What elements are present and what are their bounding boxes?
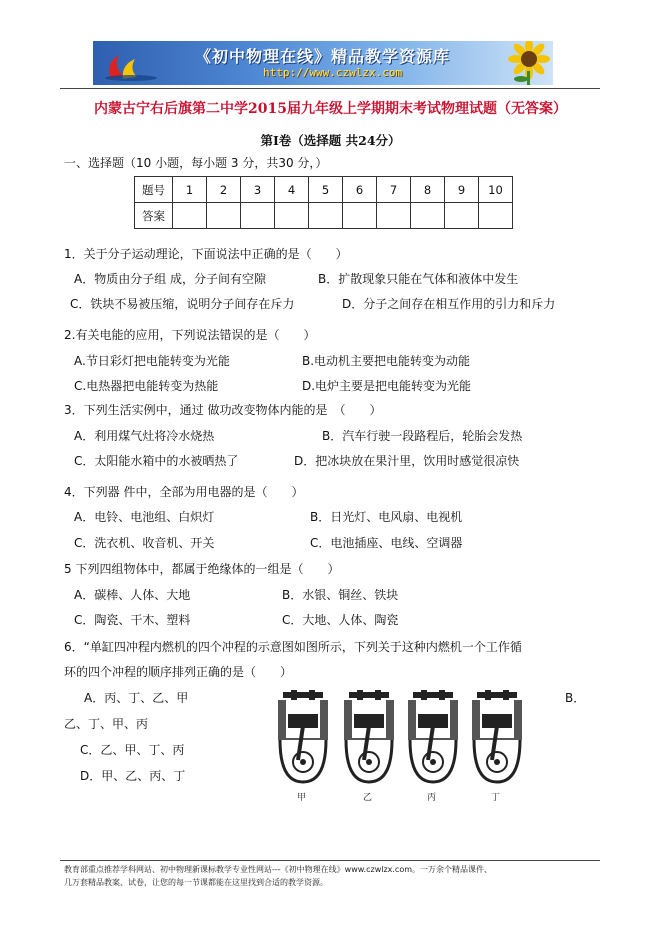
answer-cell[interactable] [445, 203, 479, 229]
exam-title: 内蒙古宁右后旗第二中学2015届九年级上学期期末考试物理试题（无答案） [94, 101, 567, 117]
figure-label-yi: 乙 [363, 793, 373, 803]
question-4-option-b: B．日光灯、电风扇、电视机 [310, 510, 463, 524]
answer-cell[interactable] [377, 203, 411, 229]
row-label-number: 题号 [135, 177, 173, 203]
question-2-option-b: B.电动机主要把电能转变为动能 [302, 354, 471, 368]
question-3-option-c: C．太阳能水箱中的水被晒热了 [74, 454, 239, 468]
question-number: 6 [343, 177, 377, 203]
question-4-option-a: A．电铃、电池组、白炽灯 [74, 510, 215, 524]
answer-cell[interactable] [173, 203, 207, 229]
question-number: 3 [241, 177, 275, 203]
table-row [135, 177, 513, 203]
question-3-stem: 3．下列生活实例中，通过 做功改变物体内能的是 （ ） [64, 403, 382, 417]
site-name: 《初中物理在线》精品教学资源库 [195, 47, 451, 66]
question-3-option-a: A．利用煤气灶将冷水烧热 [74, 429, 215, 443]
question-4-option-d: C．电池插座、电线、空调器 [310, 536, 463, 550]
question-6-option-d: D．甲、乙、丙、丁 [80, 769, 186, 783]
question-2-option-d: D.电炉主要是把电能转变为光能 [302, 379, 472, 393]
part-heading: 一、选择题（10 小题，每小题 3 分，共30 分，） [64, 156, 328, 170]
question-number: 4 [275, 177, 309, 203]
row-label-answer: 答案 [135, 203, 173, 229]
question-number: 9 [445, 177, 479, 203]
answer-cell[interactable] [343, 203, 377, 229]
question-1-option-d: D．分子之间存在相互作用的引力和斥力 [342, 297, 556, 311]
question-6-option-b: 乙、丁、甲、丙 [64, 717, 149, 731]
question-number: 2 [207, 177, 241, 203]
question-5-option-d: C．大地、人体、陶瓷 [282, 613, 399, 627]
answer-cell[interactable] [411, 203, 445, 229]
question-number: 7 [377, 177, 411, 203]
answer-cell[interactable] [275, 203, 309, 229]
answer-table [134, 176, 513, 229]
figure-label-ding: 丁 [491, 793, 501, 803]
question-6-option-a: A．丙、丁、乙、甲 [84, 691, 189, 705]
question-2-option-c: C.电热器把电能转变为热能 [74, 379, 219, 393]
site-url: http://www.czwlzx.com [263, 66, 403, 79]
header-divider [60, 88, 600, 89]
site-logo-icon [101, 45, 161, 81]
engine-strokes-figure [270, 686, 540, 806]
question-5-stem: 5 下列四组物体中，都属于绝缘体的一组是（ ） [64, 562, 340, 576]
question-6-option-b-label: B． [565, 691, 586, 705]
question-number: 1 [173, 177, 207, 203]
question-number: 10 [479, 177, 513, 203]
table-row [135, 203, 513, 229]
answer-cell[interactable] [207, 203, 241, 229]
answer-cell[interactable] [479, 203, 513, 229]
question-1-option-b: B．扩散现象只能在气体和液体中发生 [318, 272, 519, 286]
question-4-option-c: C．洗衣机、收音机、开关 [74, 536, 215, 550]
header-banner [93, 41, 553, 85]
question-number: 8 [411, 177, 445, 203]
sunflower-icon [493, 41, 551, 85]
section-title: 第Ⅰ卷（选择题 共24分） [260, 133, 401, 148]
question-5-option-a: A．碳棒、人体、大地 [74, 588, 191, 602]
question-3-option-b: B．汽车行驶一段路程后，轮胎会发热 [322, 429, 523, 443]
answer-cell[interactable] [309, 203, 343, 229]
question-2-stem: 2.有关电能的应用，下列说法错误的是（ ） [64, 328, 316, 342]
question-1-stem: 1．关于分子运动理论，下面说法中正确的是（ ） [64, 247, 348, 261]
answer-cell[interactable] [241, 203, 275, 229]
question-6-option-c: C．乙、甲、丁、丙 [80, 743, 185, 757]
figure-label-jia: 甲 [297, 793, 307, 803]
question-4-stem: 4．下列器 件中，全部为用电器的是（ ） [64, 485, 304, 499]
footer-line-1: 教育部重点推荐学科网站、初中物理新课标教学专业性网站---《初中物理在线》www.czwlzx.com。一万余个精品课件、 [64, 865, 493, 874]
footer-line-2: 几万套精品教案、试卷，让您的每一节课都能在这里找到合适的教学资源。 [64, 878, 328, 887]
question-5-option-c: C．陶瓷、干木、塑料 [74, 613, 191, 627]
page-footer [64, 863, 604, 889]
question-1-option-c: C．铁块不易被压缩，说明分子间存在斥力 [70, 297, 295, 311]
question-2-option-a: A.节日彩灯把电能转变为光能 [74, 354, 230, 368]
question-1-option-a: A．物质由分子组 成，分子间有空隙 [74, 272, 267, 286]
figure-label-bing: 丙 [427, 793, 437, 803]
question-6-stem-line1: 6．“单缸四冲程内燃机的四个冲程的示意图如图所示，下列关于这种内燃机一个工作循 [64, 640, 522, 654]
footer-divider [60, 860, 600, 861]
question-3-option-d: D．把冰块放在果汁里，饮用时感觉很凉快 [294, 454, 520, 468]
question-number: 5 [309, 177, 343, 203]
question-6-stem-line2: 环的四个冲程的顺序排列正确的是（ ） [64, 665, 293, 679]
question-5-option-b: B．水银、铜丝、铁块 [282, 588, 399, 602]
